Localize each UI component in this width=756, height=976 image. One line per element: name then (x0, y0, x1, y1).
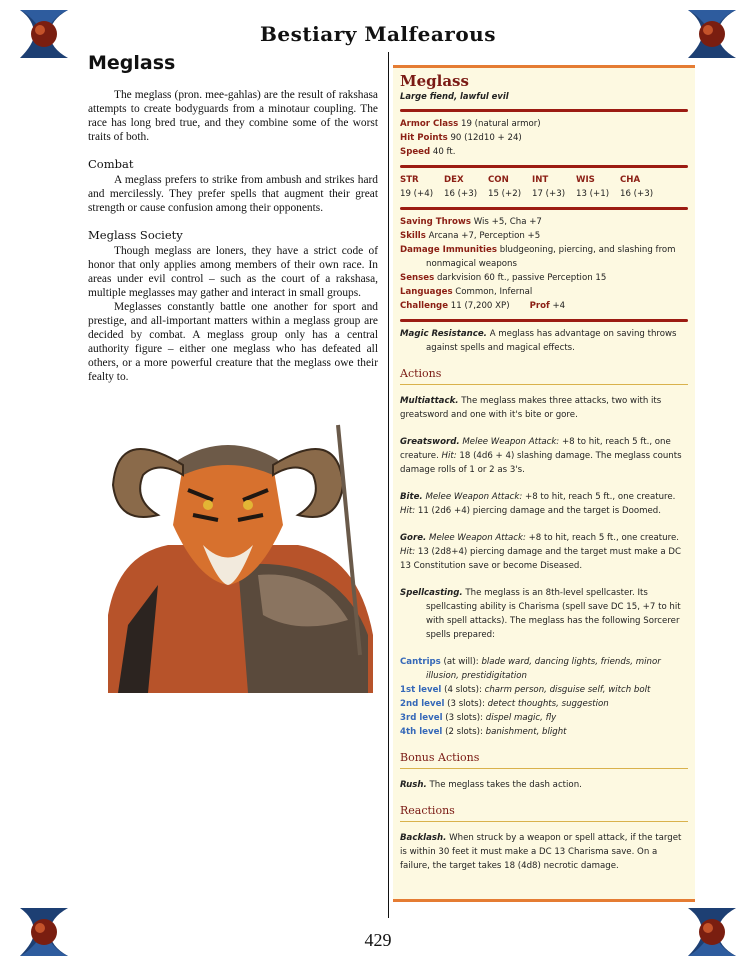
combat-heading: Combat (88, 157, 134, 171)
divider-rule (400, 109, 688, 112)
action-bite: Bite. Melee Weapon Attack: +8 to hit, reach 5 ft., one creature. Hit: 11 (2d6 +4) piercing damage and the target is Doomed. (400, 492, 676, 516)
reaction-backlash: Backlash. When struck by a weapon or spell attack, if the target is within 30 feet it must make a DC 13 Charisma save. On a failure, the target takes 18 (4d8) necrotic damage. (400, 833, 682, 871)
action-gore: Gore. Melee Weapon Attack: +8 to hit, reach 5 ft., one creature. Hit: 13 (2d8+4) piercing damage and the target must make a DC 13 Constitution save or become Diseased. (400, 533, 682, 571)
divider-rule (400, 207, 688, 210)
society-heading: Meglass Society (88, 228, 183, 242)
divider-rule (400, 165, 688, 168)
book-title: Bestiary Malfearous (260, 22, 496, 46)
spell-row: 3rd level (3 slots): dispel magic, fly (400, 713, 557, 723)
languages-row: Languages Common, Infernal (400, 287, 533, 297)
hit-points-value: 90 (12d10 + 24) (450, 133, 522, 143)
speed-label: Speed (400, 147, 431, 157)
ability-scores (400, 173, 688, 201)
combat-paragraph: A meglass prefers to strike from ambush and strikes hard and mercilessly. They prefer spells that augment their great strength or cause confusion among their opponents. (88, 174, 378, 214)
ability-int: INT 17 (+3) (532, 175, 566, 199)
ability-str: STR 19 (+4) (400, 175, 434, 199)
speed-value: 40 ft. (432, 147, 456, 157)
hit-points-row (400, 131, 688, 145)
senses-row: Senses darkvision 60 ft., passive Perception 15 (400, 273, 607, 283)
bonus-action-rush: Rush. The meglass takes the dash action. (400, 780, 582, 790)
damage-immunities-row: Damage Immunities bludgeoning, piercing, and slashing from nonmagical weapons (400, 245, 676, 269)
reactions-heading: Reactions (400, 804, 688, 822)
armor-class-value: 19 (natural armor) (461, 119, 541, 129)
actions-heading: Actions (400, 367, 688, 385)
ability-wis: WIS 13 (+1) (576, 175, 610, 199)
creature-title: Meglass (88, 52, 176, 74)
spell-row: 4th level (2 slots): banishment, blight (400, 727, 567, 737)
challenge-row: Challenge 11 (7,200 XP) Prof +4 (400, 301, 566, 311)
armor-class-row (400, 117, 688, 131)
saving-throws-row: Saving Throws Wis +5, Cha +7 (400, 217, 542, 227)
skills-row: Skills Arcana +7, Perception +5 (400, 231, 541, 241)
column-divider (388, 52, 389, 918)
spell-row: 2nd level (3 slots): detect thoughts, suggestion (400, 699, 609, 709)
action-greatsword: Greatsword. Melee Weapon Attack: +8 to hit, reach 5 ft., one creature. Hit: 18 (4d6 + 4) slashing damage. The meglass counts damage rolls of 1 or 2 as 3's. (400, 437, 682, 475)
ability-cha: CHA 16 (+3) (620, 175, 654, 199)
society-paragraph-1: Though meglass are loners, they have a strict code of honor that only applies among members of their own race. In areas under evil control – such as the court of a rakshasa, multiple meglasses may gather and interact in small groups. (88, 245, 378, 299)
spell-row: Cantrips (at will): blade ward, dancing lights, friends, minor illusion, prestidigitation (400, 657, 661, 681)
action-spellcasting: Spellcasting. The meglass is an 8th-level spellcaster. Its spellcasting ability is Charisma (spell save DC 15, +7 to hit with spell attacks). The meglass has the following Sorcerer spells prepared: (400, 588, 681, 640)
ability-con: CON 15 (+2) (488, 175, 522, 199)
meglass-illustration (88, 405, 378, 693)
action-multiattack: Multiattack. The meglass makes three attacks, two with its greatsword and one with it's bite or gore. (400, 396, 662, 420)
speed-row (400, 145, 688, 159)
trait-magic-resistance: Magic Resistance. A meglass has advantage on saving throws against spells and magical effects. (400, 329, 677, 353)
stat-block (393, 65, 695, 902)
intro-paragraph: The meglass (pron. mee-gahlas) are the result of rakshasa attempts to create bodyguards from a minotaur coupling. The race has long bred true, and they combine some of the worst traits of both. (88, 89, 378, 143)
armor-class-label: Armor Class (400, 119, 459, 129)
hit-points-label: Hit Points (400, 133, 448, 143)
lore-column (88, 52, 378, 384)
proficiency-value: +4 (552, 301, 566, 311)
statblock-name: Meglass (400, 72, 469, 90)
page-number: 429 (364, 930, 392, 950)
proficiency-label: Prof (529, 301, 550, 311)
ability-dex: DEX 16 (+3) (444, 175, 478, 199)
statblock-type: Large fiend, lawful evil (400, 91, 509, 101)
bonus-actions-heading: Bonus Actions (400, 751, 688, 769)
society-paragraph-2: Meglasses constantly battle one another for sport and prestige, and all-important matters within a meglass group are decided by combat. A meglass group only has a central authority figure – either one meglass who has defeated all others, or a more powerful creature that the meglass owe their fealty to. (88, 301, 378, 383)
spell-row: 1st level (4 slots): charm person, disguise self, witch bolt (400, 685, 651, 695)
divider-rule (400, 319, 688, 322)
